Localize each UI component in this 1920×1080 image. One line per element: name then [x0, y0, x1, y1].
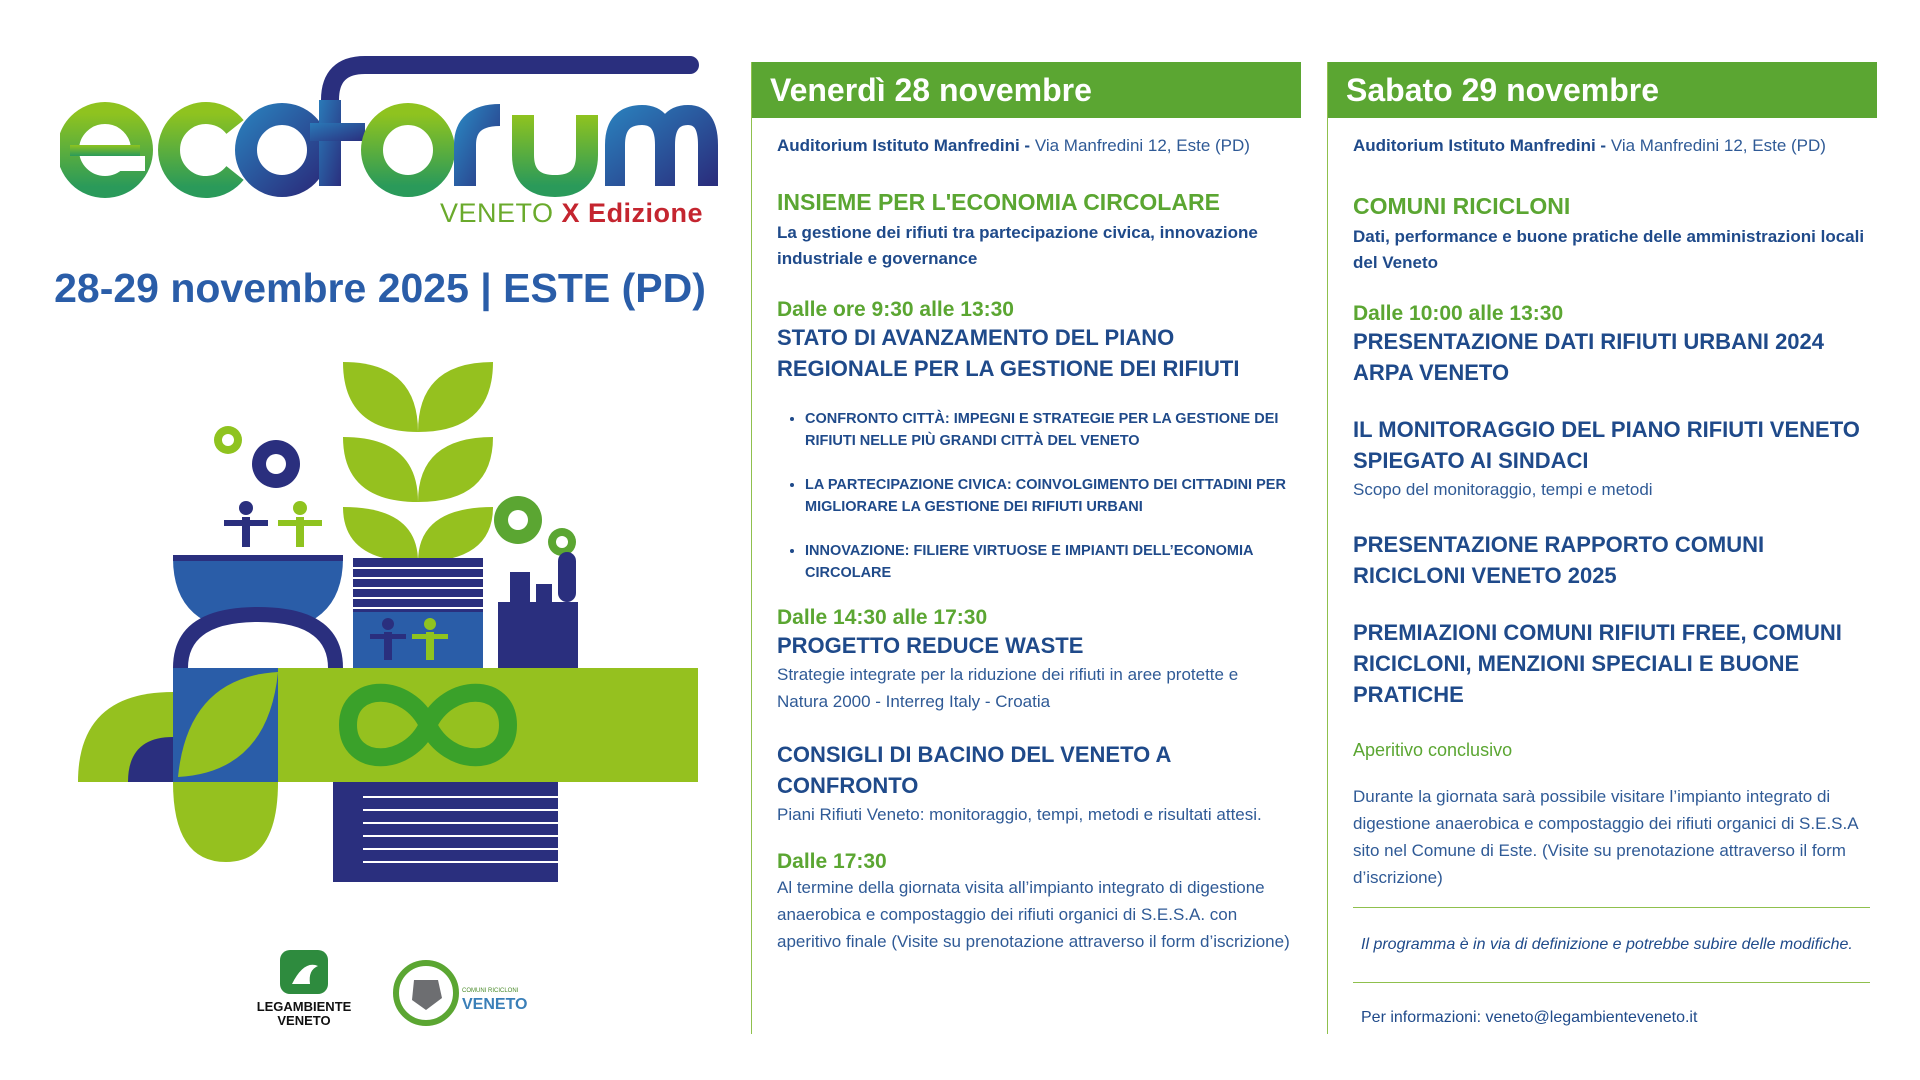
friday-column	[751, 62, 1301, 1034]
venue-name: Auditorium Istituto Manfredini -	[777, 136, 1031, 155]
friday-session3-text: Piani Rifiuti Veneto: monitoraggio, tempi, metodi e risultati attesi.	[777, 805, 1262, 824]
friday-session1-title: STATO DI AVANZAMENTO DEL PIANO REGIONALE PER LA GESTIONE DEI RIFIUTI	[777, 325, 1240, 381]
gear-icon	[548, 528, 576, 556]
legambiente-name: LEGAMBIENTE VENETO	[256, 999, 352, 1028]
saturday-session3-title: PRESENTAZIONE RAPPORTO COMUNI RICICLONI VENETO 2025	[1353, 532, 1765, 588]
friday-theme-title: INSIEME PER L'ECONOMIA CIRCOLARE	[777, 189, 1220, 215]
saturday-aperitivo: Aperitivo conclusivo	[1353, 740, 1513, 760]
poster-panel	[0, 0, 740, 1080]
divider	[1353, 982, 1870, 983]
list-item: • INNOVAZIONE: FILIERE VIRTUOSE E IMPIANTI DELL’ECONOMIA CIRCOLARE	[805, 540, 1291, 584]
saturday-session4-title: PREMIAZIONI COMUNI RIFIUTI FREE, COMUNI RICICLONI, MENZIONI SPECIALI E BUONE PRATICHE	[1353, 620, 1842, 707]
friday-session2-title: PROGETTO REDUCE WASTE	[777, 633, 1084, 658]
list-item: • LA PARTECIPAZIONE CIVICA: COINVOLGIMENTO DEI CITTADINI PER MIGLIORARE LA GESTIONE DEI RIFIUTI URBANI	[805, 474, 1291, 518]
eco-illustration	[78, 362, 698, 890]
saturday-visit-text: Durante la giornata sarà possibile visitare l’impianto integrato di digestione anaerobica e compostaggio dei rifiuti organici di S.E.S.A sito nel Comune di Este. (Visite su prenotazione attraverso il form d’iscrizione)	[1353, 787, 1858, 887]
ecoforum-logo	[60, 55, 720, 205]
friday-session2-text: Strategie integrate per la riduzione dei rifiuti in aree protette e Natura 2000 - Interreg Italy - Croatia	[777, 665, 1239, 711]
friday-header: Venerdì 28 novembre	[752, 62, 1301, 118]
friday-session4-time: Dalle 17:30	[777, 850, 887, 873]
venue-address: Via Manfredini 12, Este (PD)	[1030, 136, 1250, 155]
program-note: Il programma è in via di definizione e potrebbe subire delle modifiche.	[1361, 936, 1853, 953]
friday-theme-subtitle: La gestione dei rifiuti tra partecipazione civica, innovazione industriale e governance	[777, 223, 1258, 268]
legambiente-logo	[244, 948, 364, 1028]
friday-session4-text: Al termine della giornata visita all’impianto integrato di digestione anaerobica e compostaggio dei rifiuti organici di S.E.S.A. con aperitivo finale (Visite su prenotazione attraverso il form d’iscrizione)	[777, 878, 1290, 951]
friday-session1-time: Dalle ore 9:30 alle 13:30	[777, 298, 1014, 321]
saturday-theme-title: COMUNI RICICLONI	[1353, 193, 1571, 219]
friday-session2-time: Dalle 14:30 alle 17:30	[777, 606, 988, 629]
gear-icon	[214, 426, 242, 454]
event-dates: 28-29 novembre 2025 | ESTE (PD)	[54, 265, 706, 311]
saturday-column	[1327, 62, 1877, 1034]
friday-venue	[777, 132, 1291, 159]
edition-region: VENETO	[440, 198, 554, 228]
gear-icon	[252, 440, 300, 488]
comuni-ricicloni-small: COMUNI RICICLONI	[462, 988, 519, 994]
swan-icon	[278, 948, 330, 996]
edition-label	[440, 198, 703, 229]
saturday-session2-title: IL MONITORAGGIO DEL PIANO RIFIUTI VENETO SPIEGATO AI SINDACI	[1353, 417, 1860, 473]
saturday-session1-title: PRESENTAZIONE DATI RIFIUTI URBANI 2024 ARPA VENETO	[1353, 329, 1825, 385]
gear-icon	[494, 496, 542, 544]
edition-number: X Edizione	[561, 198, 704, 228]
venue-address: Via Manfredini 12, Este (PD)	[1606, 136, 1826, 155]
contact-info: Per informazioni: veneto@legambienteveneto.it	[1361, 1009, 1698, 1026]
saturday-session1-time: Dalle 10:00 alle 13:30	[1353, 302, 1564, 325]
list-item: • CONFRONTO CITTÀ: IMPEGNI E STRATEGIE PER LA GESTIONE DEI RIFIUTI NELLE PIÙ GRANDI CITTÀ DEL VENETO	[805, 408, 1291, 452]
divider	[1353, 907, 1870, 908]
friday-topics-list	[777, 408, 1291, 584]
comuni-ricicloni-name: VENETO	[462, 996, 528, 1013]
saturday-theme-subtitle: Dati, performance e buone pratiche delle amministrazioni locali del Veneto	[1353, 227, 1865, 272]
saturday-header: Sabato 29 novembre	[1328, 62, 1877, 118]
venue-name: Auditorium Istituto Manfredini -	[1353, 136, 1607, 155]
friday-session3-title: CONSIGLI DI BACINO DEL VENETO A CONFRONTO	[777, 742, 1171, 798]
saturday-venue	[1353, 132, 1867, 159]
saturday-session2-text: Scopo del monitoraggio, tempi e metodi	[1353, 480, 1653, 499]
